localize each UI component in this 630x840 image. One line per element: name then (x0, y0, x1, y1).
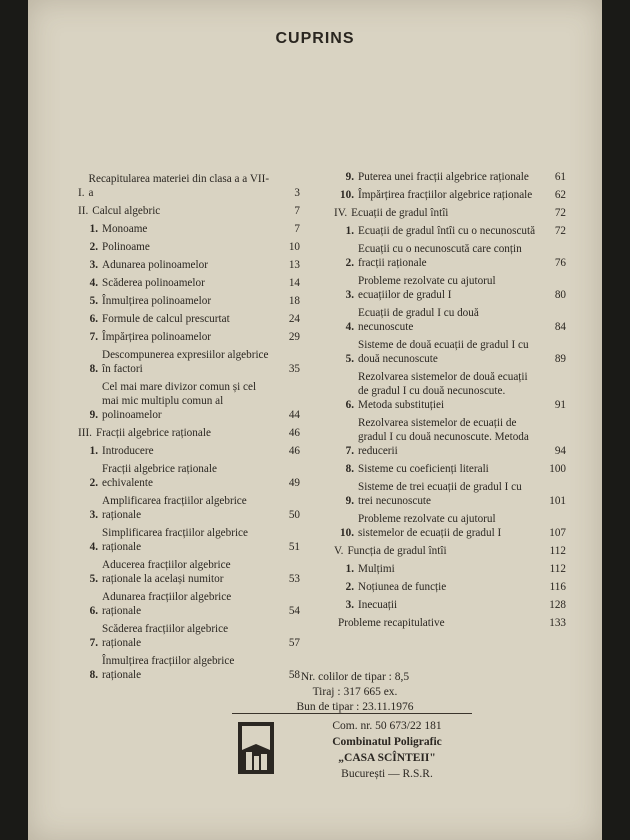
toc-subentry (78, 590, 300, 618)
toc-entry-number: 1. (345, 225, 354, 237)
printer-location: București — R.S.R. (341, 768, 433, 780)
printer-order-number: Com. nr. 50 673/22 181 (332, 720, 442, 732)
toc-entry-title: Împărțirea polinoamelor (102, 331, 212, 343)
toc-entry-page: 116 (549, 581, 566, 593)
toc-entry-page: 29 (288, 331, 300, 343)
toc-entry-page: 62 (554, 189, 566, 201)
toc-subentry (334, 416, 566, 458)
toc-section-entry (334, 206, 566, 220)
toc-subentry (334, 242, 566, 270)
toc-entry-title: Scăderea fracțiilor algebrice raționale (102, 623, 229, 649)
toc-entry-number: 4. (345, 321, 354, 333)
toc-entry-title: Fracții algebrice raționale echivalente (102, 463, 217, 489)
colophon-print-run: Tiraj : 317 665 ex. (312, 686, 398, 698)
toc-right-column (334, 170, 566, 634)
toc-entry-page: 112 (549, 563, 566, 575)
toc-entry-number: V. (334, 545, 344, 557)
toc-entry-number: 1. (89, 223, 98, 235)
toc-entry-number: 5. (345, 353, 354, 365)
toc-entry-number: 4. (89, 277, 98, 289)
toc-entry-title: Funcția de gradul întîi (347, 545, 447, 557)
toc-entry-number: 8. (89, 363, 98, 375)
toc-entry-page: 14 (288, 277, 300, 289)
toc-entry-title: Scăderea polinoamelor (102, 277, 205, 289)
toc-subentry (78, 462, 300, 490)
toc-entry-title: Probleme recapitulative (338, 617, 445, 629)
toc-entry-page: 13 (288, 259, 300, 271)
toc-entry-number: 2. (89, 477, 98, 489)
toc-entry-page: 7 (294, 205, 300, 217)
toc-subentry (78, 494, 300, 522)
toc-entry-number: 3. (345, 599, 354, 611)
toc-entry-page: 89 (554, 353, 566, 365)
toc-subentry (78, 380, 300, 422)
toc-subentry (334, 338, 566, 366)
toc-entry-number: IV. (334, 207, 348, 219)
toc-entry-number: 9. (345, 495, 354, 507)
printer-name-line1: Combinatul Poligrafic (332, 736, 442, 748)
toc-subentry (334, 170, 566, 184)
toc-entry-number: 3. (89, 259, 98, 271)
toc-entry-page: 61 (554, 171, 566, 183)
toc-entry-page: 128 (549, 599, 566, 611)
toc-entry-page: 101 (549, 495, 566, 507)
printer-name-line2: „CASA SCÎNTEII" (338, 752, 436, 764)
toc-entry-page: 72 (554, 225, 566, 237)
toc-entry-number: III. (78, 427, 92, 439)
toc-subentry (334, 462, 566, 476)
toc-entry-page: 10 (288, 241, 300, 253)
toc-entry-page: 46 (288, 427, 300, 439)
toc-entry-page: 44 (288, 409, 300, 421)
toc-entry-number: 6. (89, 605, 98, 617)
colophon-sheets: Nr. colilor de tipar : 8,5 (300, 671, 410, 683)
toc-entry-page: 7 (294, 223, 300, 235)
toc-entry-title: Ecuații de gradul întîi cu o necunoscută (358, 225, 536, 237)
toc-subentry (78, 526, 300, 554)
toc-entry-title: Introducere (102, 445, 154, 457)
toc-subentry (334, 598, 566, 612)
printer-logo-icon (236, 720, 276, 776)
toc-entry-number: 8. (89, 669, 98, 681)
toc-left-column (78, 170, 300, 686)
toc-entry-page: 3 (294, 187, 300, 199)
toc-subentry (78, 258, 300, 272)
toc-subentry (334, 188, 566, 202)
colophon (235, 670, 475, 715)
toc-entry-title: Cel mai mare divizor comun și cel mai mic multiplu comun al polinoamelor (102, 381, 257, 421)
toc-entry-title: Adunarea fracțiilor algebrice raționale (102, 591, 232, 617)
toc-subentry (78, 622, 300, 650)
toc-subentry (334, 370, 566, 412)
toc-entry-number: 1. (345, 563, 354, 575)
toc-entry-title: Aducerea fracțiilor algebrice raționale la același numitor (102, 559, 231, 585)
toc-entry-page: 72 (554, 207, 566, 219)
toc-entry-title: Descompunerea expresiilor algebrice în factori (102, 349, 269, 375)
toc-entry-title: Adunarea polinoamelor (102, 259, 208, 271)
toc-entry-page: 18 (288, 295, 300, 307)
toc-entry-page: 57 (288, 637, 300, 649)
toc-entry-number: 5. (89, 573, 98, 585)
toc-entry-page: 58 (288, 669, 300, 681)
toc-entry-title: Sisteme de trei ecuații de gradul I cu trei necunoscute (358, 481, 522, 507)
toc-entry-number: 3. (345, 289, 354, 301)
toc-subentry (78, 294, 300, 308)
toc-entry-title: Monoame (102, 223, 148, 235)
toc-entry-page: 53 (288, 573, 300, 585)
toc-entry-title: Sisteme cu coeficienți literali (358, 463, 489, 475)
toc-entry-number: 4. (89, 541, 98, 553)
toc-entry-number: 1. (89, 445, 98, 457)
toc-entry-page: 112 (549, 545, 566, 557)
toc-entry-title: Probleme rezolvate cu ajutorul sistemelor de ecuații de gradul I (358, 513, 502, 539)
toc-subentry (334, 580, 566, 594)
toc-entry-title: Inecuații (358, 599, 398, 611)
toc-subentry (334, 562, 566, 576)
toc-entry-page: 100 (549, 463, 566, 475)
toc-entry-number: 5. (89, 295, 98, 307)
toc-entry-number: 10. (340, 189, 354, 201)
toc-entry-page: 54 (288, 605, 300, 617)
toc-entry-number: 7. (89, 637, 98, 649)
toc-subentry (78, 558, 300, 586)
toc-entry-title: Rezolvarea sistemelor de ecuații de gradul I cu două necunoscute. Metoda reducerii (358, 417, 529, 457)
toc-subentry (78, 312, 300, 326)
toc-entry-title: Ecuații de gradul întîi (351, 207, 449, 219)
toc-entry-page: 91 (554, 399, 566, 411)
toc-entry-title: Ecuații de gradul I cu două necunoscute (358, 307, 479, 333)
toc-section-entry (78, 172, 300, 200)
toc-entry-page: 84 (554, 321, 566, 333)
toc-section-entry (334, 544, 566, 558)
toc-entry-number: 9. (345, 171, 354, 183)
toc-entry-number: 7. (345, 445, 354, 457)
toc-entry-number: 2. (89, 241, 98, 253)
toc-section-entry (334, 616, 566, 630)
page-title: CUPRINS (275, 30, 355, 47)
toc-entry-title: Sisteme de două ecuații de gradul I cu două necunoscute (358, 339, 529, 365)
toc-entry-page: 80 (554, 289, 566, 301)
toc-entry-page: 35 (288, 363, 300, 375)
toc-subentry (78, 222, 300, 236)
toc-entry-page: 51 (288, 541, 300, 553)
toc-entry-title: Fracții algebrice raționale (95, 427, 211, 439)
toc-entry-title: Probleme rezolvate cu ajutorul ecuațiilor de gradul I (358, 275, 496, 301)
toc-section-entry (78, 204, 300, 218)
toc-entry-page: 76 (554, 257, 566, 269)
toc-entry-title: Ecuații cu o necunoscută care conțin fracții raționale (358, 243, 522, 269)
toc-entry-number: 9. (89, 409, 98, 421)
toc-entry-page: 46 (288, 445, 300, 457)
toc-entry-title: Puterea unei fracții algebrice raționale (358, 171, 529, 183)
toc-entry-page: 50 (288, 509, 300, 521)
toc-entry-title: Calcul algebric (92, 205, 161, 217)
printer-info (292, 718, 482, 782)
toc-entry-title: Formule de calcul prescurtat (102, 313, 230, 325)
toc-subentry (334, 512, 566, 540)
toc-subentry (334, 274, 566, 302)
toc-entry-title: Împărțirea fracțiilor algebrice raționale (358, 189, 533, 201)
toc-entry-number: 7. (89, 331, 98, 343)
toc-subentry (78, 348, 300, 376)
toc-entry-number: II. (78, 205, 89, 217)
colophon-divider (232, 713, 472, 714)
toc-entry-page: 24 (288, 313, 300, 325)
toc-entry-page: 133 (549, 617, 566, 629)
toc-entry-number: 10. (340, 527, 354, 539)
toc-subentry (78, 240, 300, 254)
toc-subentry (334, 306, 566, 334)
toc-entry-number: 3. (89, 509, 98, 521)
toc-entry-title: Simplificarea fracțiilor algebrice raționale (102, 527, 248, 553)
toc-entry-page: 49 (288, 477, 300, 489)
toc-entry-title: Mulțimi (358, 563, 395, 575)
toc-entry-number: 2. (345, 581, 354, 593)
toc-subentry (78, 444, 300, 458)
toc-entry-number: 6. (345, 399, 354, 411)
toc-entry-title: Înmulțirea fracțiilor algebrice raționale (102, 655, 235, 681)
toc-subentry (334, 224, 566, 238)
toc-entry-title: Noțiunea de funcție (358, 581, 447, 593)
toc-entry-title: Înmulțirea polinoamelor (102, 295, 212, 307)
toc-subentry (334, 480, 566, 508)
toc-entry-number: I. (78, 187, 85, 199)
toc-entry-title: Amplificarea fracțiilor algebrice raționale (102, 495, 247, 521)
toc-subentry (78, 276, 300, 290)
toc-subentry (78, 330, 300, 344)
toc-entry-page: 107 (549, 527, 566, 539)
colophon-print-date: Bun de tipar : 23.11.1976 (296, 701, 414, 713)
toc-entry-title: Recapitularea materiei din clasa a a VII-a (88, 173, 270, 199)
toc-section-entry (78, 426, 300, 440)
toc-entry-title: Rezolvarea sistemelor de două ecuații de gradul I cu două necunoscute. Metoda substituției (358, 371, 528, 411)
toc-entry-number: 2. (345, 257, 354, 269)
toc-entry-page: 94 (554, 445, 566, 457)
toc-entry-number: 6. (89, 313, 98, 325)
toc-entry-title: Polinoame (102, 241, 150, 253)
toc-entry-number: 8. (345, 463, 354, 475)
